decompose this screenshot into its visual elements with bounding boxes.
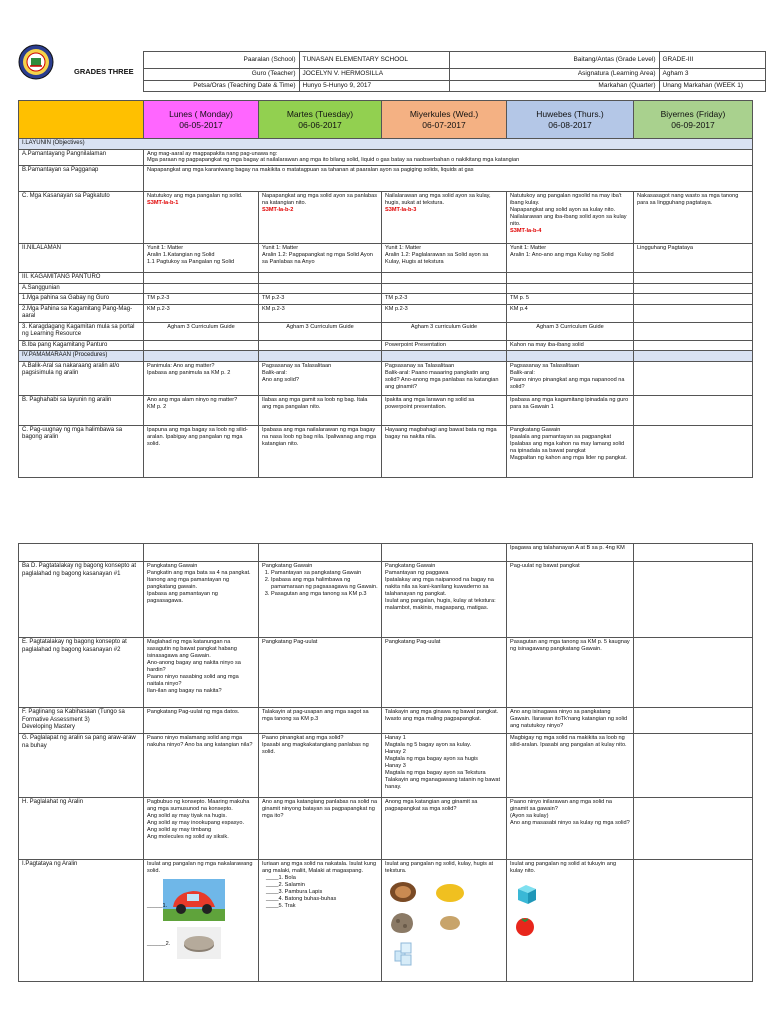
h-fri	[634, 798, 753, 860]
pagiugnay-mon: Ipapuna ang mga bagay sa loob ng silid-aralan. Ipabigay ang pangalan ng mga solid.	[144, 425, 259, 477]
paghahabi-fri	[634, 395, 753, 425]
d-tue-head: Pangkatang Gawain	[262, 563, 313, 569]
pagiugnay-label: C. Pag-uugnay ng mga halimbawa sa bagong aralin	[19, 425, 144, 477]
balik-tue: Pagsasanay sa Talasalitaan Balik-aral: Ano ang solid?	[259, 361, 382, 395]
list-item: ____5. Trak	[266, 902, 296, 909]
area-value: Agham 3	[659, 69, 765, 81]
teacher-value: JOCELYN V. HERMOSILLA	[299, 69, 449, 81]
mango-image	[435, 883, 465, 903]
iba-label: B.Iba pang Kagamitang Panturo	[19, 340, 144, 351]
karagdagang-label: 3. Karagdagang Kagamitan mula sa portal ng Learning Resource	[19, 322, 144, 340]
i-wed: Isulat ang pangalan ng solid, kulay, hugis at tekstura.	[382, 860, 507, 982]
d-thu: Pag-uulat ng bawat pangkat	[507, 562, 634, 638]
gabay-fri	[634, 294, 753, 305]
g-fri	[634, 734, 753, 798]
d-tue-list	[262, 570, 378, 598]
section-pamamaraan: IV.PAMAMARAAN (Procedures)	[19, 351, 144, 362]
gabay-tue: TM p.2-3	[259, 294, 382, 305]
lesson-table-1	[18, 100, 753, 478]
list-item: ____4. Batong buhas-buhas	[266, 895, 337, 902]
quarter-label: Markahan (Quarter)	[449, 81, 659, 92]
i-tue-list	[262, 875, 378, 910]
kasanayan-mon: Natutukoy ang mga pangalan ng solid. S3MT-Ia-b-1	[144, 192, 259, 244]
gabay-thu: TM p. 5	[507, 294, 634, 305]
pagiugnay-fri	[634, 425, 753, 477]
iba-fri	[634, 340, 753, 351]
day-tuesday: Martes (Tuesday) 06-06-2017	[259, 101, 382, 139]
g-mon: Paano ninyo malamang solid ang mga nakuha ninyo? Ano ba ang katangian nila?	[144, 734, 259, 798]
kasanayan-thu: Natutukoy ang pangalan ngsolid na may iba't ibang kulay. Napapangkat ang solid ayon sa kulay nito. Nailalarawan ang iba-ibang solid ayon sa kulay nito. S3MT-Ia-b-4	[507, 192, 634, 244]
day-wednesday: Miyerkules (Wed.) 06-07-2017	[382, 101, 507, 139]
e-fri	[634, 638, 753, 708]
balik-mon: Panimula: Ano ang matter? Ipabasa ang panimula sa KM p. 2	[144, 361, 259, 395]
lesson-table-2	[18, 543, 753, 982]
coin-image	[177, 927, 221, 959]
paghahabi-wed: Ipakita ang mga larawan ng solid sa powerpoint presentation.	[382, 395, 507, 425]
days-row	[19, 101, 753, 139]
gabay-wed: TM p.2-3	[382, 294, 507, 305]
day-thursday: Huwebes (Thurs.) 06-08-2017	[507, 101, 634, 139]
iba-thu: Kahon na may iba-ibang solid	[507, 340, 634, 351]
nilalaman-label: II.NILALAMAN	[19, 244, 144, 273]
balik-thu: Pagsasanay sa Talasalitaan Balik-aral: Paano ninyo pinangkat ang mga napanood na solid?	[507, 361, 634, 395]
e-wed: Pangkatang Pag-uulat	[382, 638, 507, 708]
i-mon: Isulat ang pangalan ng mga nakalarawang solid. _____1. ______2.	[144, 860, 259, 982]
blue-cube-image	[514, 883, 538, 905]
paghahabi-label: B. Paghahabi sa layunin ng aralin	[19, 395, 144, 425]
list-item: ____1. Bola	[266, 874, 296, 881]
pagganap-label: B.Pamantayan sa Pagganap	[19, 166, 144, 192]
header-table	[18, 51, 766, 92]
gabay-label: 1.Mga pahina sa Gabay ng Guro	[19, 294, 144, 305]
g-label: G. Paglalapat ng aralin sa pang araw-araw na buhay	[19, 734, 144, 798]
coconut-image	[389, 881, 417, 903]
karagdagang-wed: Agham 3 curriculum Guide	[382, 322, 507, 340]
h-tue: Ano ang mga katangiang panlabas na solid na ginamit ninyong batayan sa pagpapangkat ng mga ito?	[259, 798, 382, 860]
f-tue: Talakayin at pag-usapan ang mga sagot sa mga tanong sa KM p.3	[259, 708, 382, 734]
list-item: 1. Pamantayan sa pangkatang Gawain	[271, 570, 378, 577]
h-mon: Pagbubuo ng konsepto. Maaring makuha ang mga sumusunod na konsepto. Ang solid ay may tiyak na hugis. Ang solid ay may inookupang espasyo. Ang solid ay may timbang Ang molecules ng solid ay siksik.	[144, 798, 259, 860]
area-label: Asignatura (Learning Area)	[449, 69, 659, 81]
grade-label: Baitang/Antas (Grade Level)	[449, 52, 659, 69]
list-item: 3. Pasagutan ang mga tanong sa KM p.3	[271, 591, 378, 598]
d-wed: Pangkatang Gawain Pamantayan ng paggawa Ipatalakay ang mga naipanood na bagay na nakita nila sa kani-kanilang kuwaderno sa talahanayan ng pangkat. Isulat ang pangalan, hugis, kulay at tekstura: malambot, makinis, magaspang, matigas.	[382, 562, 507, 638]
paghahabi-thu: Ipabasa ang mga kagamitang ipinadala ng guro para sa Gawain 1	[507, 395, 634, 425]
pagganap-text: Napapangkat ang mga karaniwang bagay na makikita o matatagpuan sa tahanan at paaralan ayon sa pagiging solids, liquids at gas	[144, 166, 753, 192]
f-mon: Pangkatang Pag-uulat ng mga datos.	[144, 708, 259, 734]
pamantayang-label: A.Pamantayang Pangnilalaman	[19, 149, 144, 166]
balik-wed: Pagsasanay sa Talasalitaan Balik-aral: Paano maaaring pangkatin ang solid? Ano-anong mga panlabas na katangian ang ginamit?	[382, 361, 507, 395]
iba-mon	[144, 340, 259, 351]
school-label: Paaralan (School)	[143, 52, 299, 69]
i-thu: Isulat ang pangalan ng solid at tukuyin ang kulay nito.	[507, 860, 634, 982]
section-layunin: I.LAYUNIN (Objectives)	[19, 139, 753, 150]
tomato-image	[514, 915, 536, 937]
pamantayang-text: Ang mag-aaral ay magpapakita nang pag-unawa ng: Mga paraan ng pagpapangkat ng mga bagay at nailalarawan ang mga ito bilang solid, liquid o gas batay sa naobserbahan o nakikitang mga katangian	[144, 149, 753, 166]
f-label: F. Paglinang sa Kabihasaan (Tungo sa Formative Assessment 3) Developing Mastery	[19, 708, 144, 734]
kagamitan-label: III. KAGAMITANG PANTURO	[19, 273, 144, 284]
e-mon: Maglahad ng mga katanungan na sasagutin ng bawat pangkat habang isinasagawa ang Gawain. Ano-anong bagay ang nakita ninyo sa hardin? Paano ninyo nasabing solid ang mga naitala ninyo? Ilan-ilan ang bagay na nakita?	[144, 638, 259, 708]
karagdagang-thu: Agham 3 Curriculum Guide	[507, 322, 634, 340]
teacher-label: Guro (Teacher)	[143, 69, 299, 81]
nilalaman-mon: Yunit 1: Matter Aralin 1.Katangian ng Solid 1.1 Pagtukoy sa Pangalan ng Solid	[144, 244, 259, 273]
f-thu: Ano ang isinagawa ninyo sa pangkatang Gawain. Ilarawan itoTk'nang katangian ng solid ang natutukoy ninyo?	[507, 708, 634, 734]
pre-row-thu: Ipagawa ang talahanayan A at B sa p. 4ng KM	[507, 544, 634, 562]
list-item: ____2. Salamin	[266, 881, 305, 888]
d-mon: Pangkatang Gawain Pangkatin ang mga bata sa 4 na pangkat. Itanong ang mga pamantayan ng pangkatang gawain. Ipabasa ang pamantayan ng pagsasagawa.	[144, 562, 259, 638]
f-fri	[634, 708, 753, 734]
nilalaman-wed: Yunit 1: Matter Aralin 1.2: Paglalarawan sa Solid ayon sa Kulay, Hugis at tekstura	[382, 244, 507, 273]
iba-tue	[259, 340, 382, 351]
kagamitan-pahina-fri	[634, 304, 753, 322]
kasanayan-tue: Napapangkat ang mga solid ayon sa panlabas na katangian nito. S3MT-Ia-b-2	[259, 192, 382, 244]
sanggunian-label: A.Sanggunian	[19, 283, 144, 294]
e-thu: Pasagutan ang mga tanong sa KM p. 5 kaugnay ng isinagawang pangkatang Gawain.	[507, 638, 634, 708]
list-item: ____3. Pambura Lapis	[266, 888, 323, 895]
kasanayan-fri: Nakasasagot nang wasto sa mga tanong para sa lingguhang pagtataya.	[634, 192, 753, 244]
quarter-value: Unang Markahan (WEEK 1)	[659, 81, 765, 92]
toy-car-image	[163, 879, 225, 921]
karagdagang-tue: Agham 3 Curriculum Guide	[259, 322, 382, 340]
balik-label: A.Balik-Aral sa nakaraang aralin at/o pagsisimula ng aralin	[19, 361, 144, 395]
kagamitan-pahina-thu: KM p.4	[507, 304, 634, 322]
gabay-mon: TM p.2-3	[144, 294, 259, 305]
kagamitan-pahina-tue: KM p.2-3	[259, 304, 382, 322]
blank-1: _____1.	[147, 902, 168, 909]
karagdagang-mon: Agham 3 Curriculum Guide	[144, 322, 259, 340]
karagdagang-fri	[634, 322, 753, 340]
potato-image	[439, 915, 461, 931]
school-value: TUNASAN ELEMENTARY SCHOOL	[299, 52, 449, 69]
day-monday: Lunes ( Monday) 06-05-2017	[144, 101, 259, 139]
h-wed: Anong mga katangian ang ginamit sa pagpapangkat sa mga solid?	[382, 798, 507, 860]
d-tue	[259, 562, 382, 638]
day-friday: Biyernes (Friday) 06-09-2017	[634, 101, 753, 139]
kagamitan-pahina-wed: KM p.2-3	[382, 304, 507, 322]
grade-value: GRADE-III	[659, 52, 765, 69]
ice-cubes-image	[393, 941, 413, 967]
kagamitan-pahina-mon: KM p.2-3	[144, 304, 259, 322]
date-value: Hunyo 5-Hunyo 9, 2017	[299, 81, 449, 92]
g-wed: Hanay 1 Magtala ng 5 bagay ayon sa kulay. Hanay 2 Magtala ng mga bagay ayon sa hugis Hanay 3 Magtala ng mga bagay ayon sa Tekstura Talakayin ang mganagawang tatanin ng bawat hanay.	[382, 734, 507, 798]
i-label: I.Pagtataya ng Aralin	[19, 860, 144, 982]
pagiugnay-wed: Hayaang magbahagi ang bawat bata ng mga bagay na nakita nila.	[382, 425, 507, 477]
nilalaman-tue: Yunit 1: Matter Aralin 1.2: Pagpapangkat ng mga Solid Ayon sa Panlabas na Anyo	[259, 244, 382, 273]
nilalaman-thu: Yunit 1: Matter Aralin 1: Ano-ano ang mga Kulay ng Solid	[507, 244, 634, 273]
blank-2: ______2.	[147, 940, 171, 947]
rock-image	[389, 911, 415, 935]
d-label: Ba D. Pagtatalakay ng bagong konsepto at paglalahad ng bagong kasanayan #1	[19, 562, 144, 638]
d-fri	[634, 562, 753, 638]
pagiugnay-thu: Pangkatang Gawain Ipaalala ang pamantayan sa pagpangkat Ipalabas ang mga kahon na may lamang solid na ipinadala sa bawat pangkat Magpaltan ng kahon ang mga lider ng pangkat.	[507, 425, 634, 477]
h-label: H. Paglalahat ng Aralin	[19, 798, 144, 860]
f-wed: Talakayin ang mga ginawa ng bawat pangkat. Iwasto ang mga maling pagpapangkat.	[382, 708, 507, 734]
paghahabi-mon: Ano ang mga alam ninyo ng matter? KM p. 2	[144, 395, 259, 425]
g-thu: Magbigay ng mga solid na makikita sa loob ng silid-aralan. Ipasabi ang pangalan at kulay nito.	[507, 734, 634, 798]
kagamitan-pahina-label: 2.Mga Pahina sa Kagamitang Pang-Mag-aaral	[19, 304, 144, 322]
kasanayan-wed: Nailalarawan ang mga solid ayon sa kulay, hugis, sukat at tekstura. S3MT-Ia-b-3	[382, 192, 507, 244]
e-tue: Pangkatang Pag-uulat	[259, 638, 382, 708]
i-fri	[634, 860, 753, 982]
i-tue: Iuriaan ang mga solid na nakatala. Isulat kung ang malaki, maliit, Malaki at magaspang. ____1. Bola ____2. Salamin ____3. Pambura Lapis ____4. Batong buhas-buhas ____5. Trak	[259, 860, 382, 982]
kasanayan-label: C. Mga Kasanayan sa Pagkatuto	[19, 192, 144, 244]
list-item: 2. Ipabasa ang mga halimbawa ng pamamaraan ng pagsasagawa ng Gawain.	[271, 577, 378, 591]
h-thu: Paano ninyo inilarawan ang mga solid na ginamit sa gawain? (Ayon sa kulay) Ano ang masasabi ninyo sa kulay ng mga solid?	[507, 798, 634, 860]
days-corner	[19, 101, 144, 139]
balik-fri	[634, 361, 753, 395]
paghahabi-tue: Ilabas ang mga gamit sa loob ng bag. Itala ang mga pangalan nito.	[259, 395, 382, 425]
e-label: E. Pagtatalakay ng bagong konsepto at paglalahad ng bagong kasanayan #2	[19, 638, 144, 708]
date-label: Petsa/Oras (Teaching Date & Time)	[143, 81, 299, 92]
g-tue: Paano pinangkat ang mga solid? Ipasabi ang magkakatangiang panlabas ng solid.	[259, 734, 382, 798]
pagiugnay-tue: Ipabasa ang mga nailalarawan ng mga bagay na nasa loob ng bag nila. Ipaliwanag ang mga katangian nito.	[259, 425, 382, 477]
iba-wed: Powerpoint Presentation	[382, 340, 507, 351]
grades-title: GRADES THREE	[74, 66, 134, 76]
nilalaman-fri: Lingguhang Pagtataya	[634, 244, 753, 273]
